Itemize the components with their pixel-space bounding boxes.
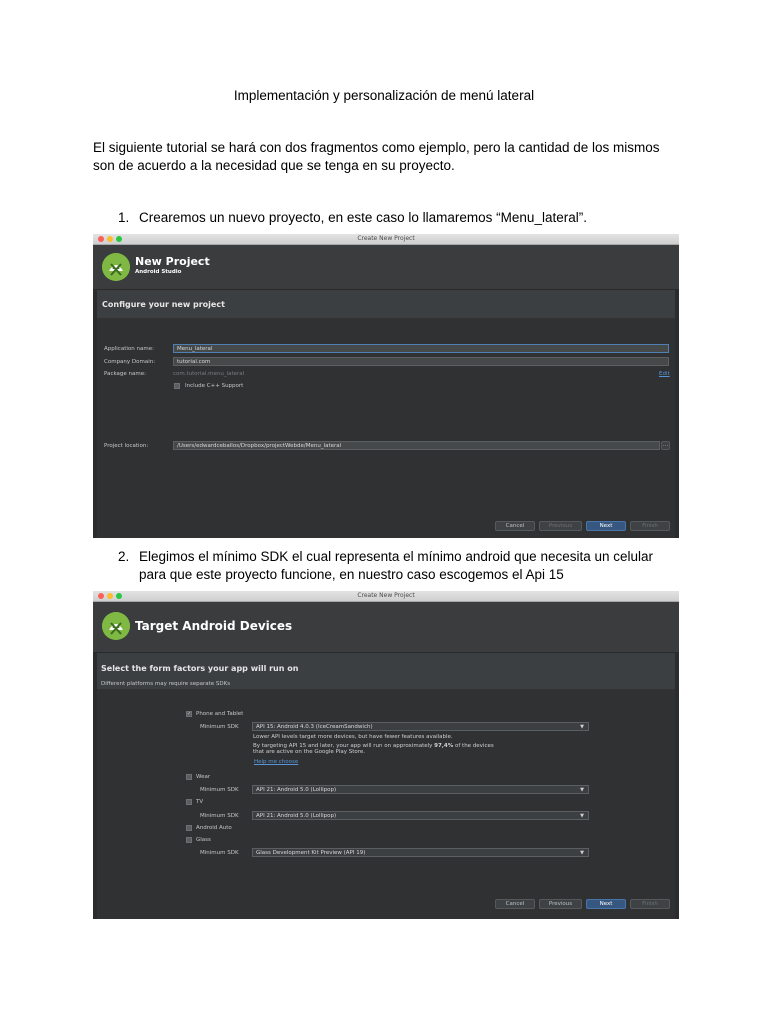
cancel-button[interactable]: Cancel [495,899,535,909]
new-project-screenshot [93,234,679,538]
step-1 [118,209,678,227]
phone-min-sdk-select[interactable] [252,722,589,731]
chevron-down-icon: ▼ [580,724,584,730]
form-body [97,319,675,538]
app-name-input[interactable]: Menu_lateral [173,344,669,353]
glass-min-sdk-select[interactable] [252,848,589,857]
phone-min-sdk-value: API 15: Android 4.0.3 (IceCreamSandwich) [256,724,373,730]
package-name-value: com.tutorial.menu_lateral [173,371,245,377]
tv-min-sdk-value: API 21: Android 5.0 (Lollipop) [256,813,337,819]
edit-package-link[interactable]: Edit [659,371,670,377]
step-2-text: Elegimos el mínimo SDK el cual representa el mínimo android que necesita un celular para que este proyecto funcione, en nuestro caso escogemos el Api 15 [139,549,654,582]
banner-subtitle: Android Studio [135,269,182,275]
tv-min-sdk-select[interactable] [252,811,589,820]
glass-checkbox[interactable] [186,837,192,843]
project-location-input[interactable]: /Users/edwardceballos/Dropbox/projectWebde/Menu_lateral [173,441,660,450]
company-domain-label: Company Domain: [104,359,156,365]
banner-title: Target Android Devices [135,619,293,633]
chevron-down-icon: ▼ [580,850,584,856]
previous-button[interactable]: Previous [539,899,582,909]
banner-title: New Project [135,255,210,268]
android-auto-checkbox[interactable] [186,825,192,831]
android-auto-label: Android Auto [196,825,232,831]
android-studio-logo-icon [102,612,130,640]
document-title: Implementación y personalización de menú lateral [233,88,535,103]
section-title: Select the form factors your app will run on [101,664,299,673]
section-subtitle: Different platforms may require separate SDKs [101,681,231,687]
wear-label: Wear [196,774,211,780]
step-1-number: 1. [118,210,130,225]
phone-tablet-label: Phone and Tablet [196,711,244,717]
app-name-label: Application name: [104,346,154,352]
cpp-support-checkbox[interactable] [174,383,180,389]
section-title: Configure your new project [102,300,225,309]
window-titlebar [93,234,679,245]
phone-tablet-checkbox[interactable]: ✓ [187,711,192,717]
target-devices-screenshot [93,591,679,919]
section-header [97,290,675,319]
wear-min-sdk-select[interactable] [252,785,589,794]
project-location-label: Project location: [104,443,149,449]
tv-label: TV [196,799,204,805]
browse-location-button[interactable]: ... [662,442,669,448]
window-titlebar [93,591,679,602]
wear-checkbox[interactable] [186,774,192,780]
wear-min-sdk-value: API 21: Android 5.0 (Lollipop) [256,787,337,793]
company-domain-input[interactable]: tutorial.com [173,357,669,366]
form-body [97,690,675,919]
step-2 [118,548,678,583]
chevron-down-icon: ▼ [580,787,584,793]
tv-checkbox[interactable] [186,799,192,805]
android-studio-logo-icon [102,253,130,281]
header-banner [93,245,679,290]
window-title: Create New Project [357,592,415,599]
api-info-line-2: By targeting API 15 and later, your app will run on approximately 97,4% of the devices [253,743,494,749]
package-name-label: Package name: [104,371,146,377]
step-2-number: 2. [118,549,130,564]
cancel-button[interactable]: Cancel [495,521,535,531]
glass-min-sdk-label: Minimum SDK [200,850,239,856]
next-button[interactable]: Next [586,899,626,909]
wear-min-sdk-label: Minimum SDK [200,787,239,793]
phone-min-sdk-label: Minimum SDK [200,724,239,730]
header-banner [93,602,679,653]
help-me-choose-link[interactable]: Help me choose [254,759,299,765]
finish-button[interactable]: Finish [630,521,670,531]
window-title: Create New Project [357,235,415,242]
intro-paragraph: El siguiente tutorial se hará con dos fragmentos como ejemplo, pero la cantidad de los mismos son de acuerdo a la necesidad que se tenga en su proyecto. [93,140,660,173]
cpp-support-label: Include C++ Support [185,383,244,389]
next-button[interactable]: Next [586,521,626,531]
step-1-text: Crearemos un nuevo proyecto, en este caso lo llamaremos “Menu_lateral”. [139,210,587,225]
chevron-down-icon: ▼ [580,813,584,819]
api-info-line-3: that are active on the Google Play Store. [253,749,366,755]
finish-button[interactable]: Finish [630,899,670,909]
previous-button[interactable]: Previous [539,521,582,531]
tv-min-sdk-label: Minimum SDK [200,813,239,819]
section-header [97,653,675,690]
api-info-line-1: Lower API levels target more devices, but have fewer features available. [253,734,453,740]
glass-min-sdk-value: Glass Development Kit Preview (API 19) [256,850,366,856]
glass-label: Glass [196,837,211,843]
